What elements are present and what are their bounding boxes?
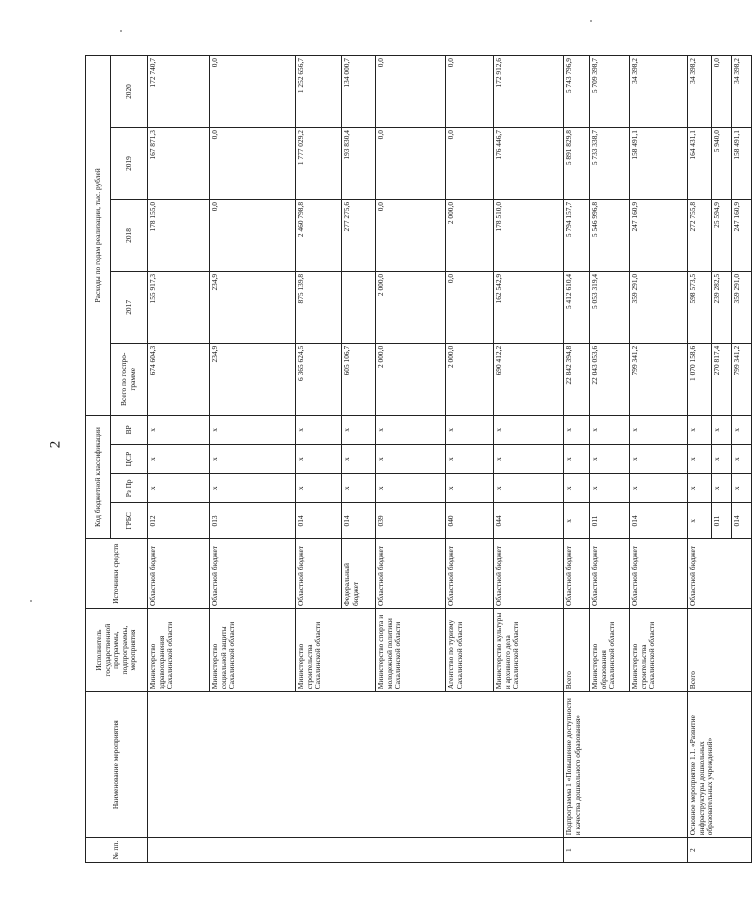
cell-2018: 0,0 bbox=[376, 199, 446, 271]
header-executor: Исполнитель государственной программы, подпрограммы, мероприятия bbox=[86, 609, 148, 692]
header-vr: ВР bbox=[111, 415, 148, 444]
cell-2019: 0,0 bbox=[376, 128, 446, 200]
cell-source: Областной бюджет bbox=[376, 539, 446, 609]
cell-2017: 359 291,0 bbox=[630, 271, 688, 343]
table-row bbox=[564, 56, 590, 863]
cell-grbs: х bbox=[564, 503, 590, 539]
cell-total: 22 842 394,8 bbox=[564, 343, 590, 415]
cell-rzpr: х bbox=[630, 474, 688, 503]
scan-speck bbox=[120, 30, 122, 32]
header-csr: ЦСР bbox=[111, 445, 148, 474]
cell-2017: 359 291,0 bbox=[732, 271, 752, 343]
table-row bbox=[688, 56, 712, 863]
cell-2020: 34 398,2 bbox=[630, 56, 688, 128]
cell-num: 2 bbox=[688, 838, 752, 863]
cell-2019: 167 871,3 bbox=[148, 128, 210, 200]
cell-2020: 172 912,6 bbox=[494, 56, 564, 128]
cell-vr: х bbox=[376, 415, 446, 444]
header-expenses: Расходы по годам реализации, тыс. рублей bbox=[86, 56, 111, 416]
cell-name bbox=[148, 692, 564, 838]
cell-csr: х bbox=[446, 445, 494, 474]
cell-csr: х bbox=[630, 445, 688, 474]
rotated-page-area bbox=[85, 55, 741, 863]
cell-vr: х bbox=[296, 415, 342, 444]
cell-2017: 162 542,9 bbox=[494, 271, 564, 343]
cell-2017: 5 053 319,4 bbox=[590, 271, 630, 343]
cell-grbs: 040 bbox=[446, 503, 494, 539]
cell-2020: 134 000,7 bbox=[342, 56, 376, 128]
header-rzpr: Рз Пр bbox=[111, 474, 148, 503]
cell-grbs: 014 bbox=[732, 503, 752, 539]
cell-name: Основное мероприятие 1.1. «Развитие инфраструктуры дошкольных образовательных учреждений» bbox=[688, 692, 752, 838]
cell-csr: х bbox=[564, 445, 590, 474]
cell-2019: 0,0 bbox=[210, 128, 296, 200]
cell-2017: 234,9 bbox=[210, 271, 296, 343]
header-budget-code: Код бюджетной классификации bbox=[86, 415, 111, 539]
cell-2020: 5 709 398,7 bbox=[590, 56, 630, 128]
cell-vr: х bbox=[148, 415, 210, 444]
cell-2019: 5 891 829,8 bbox=[564, 128, 590, 200]
cell-total: 1 070 158,6 bbox=[688, 343, 712, 415]
cell-2018: 178 155,0 bbox=[148, 199, 210, 271]
cell-rzpr: х bbox=[210, 474, 296, 503]
cell-csr: х bbox=[296, 445, 342, 474]
cell-executor: Министерство образования Сахалинской области bbox=[590, 609, 630, 692]
header-2018: 2018 bbox=[111, 199, 148, 271]
cell-2017: 5 412 610,4 bbox=[564, 271, 590, 343]
cell-source: Областной бюджет bbox=[446, 539, 494, 609]
cell-csr: х bbox=[590, 445, 630, 474]
cell-total: 799 341,2 bbox=[732, 343, 752, 415]
cell-2018: 178 510,0 bbox=[494, 199, 564, 271]
cell-2020: 0,0 bbox=[210, 56, 296, 128]
cell-source: Областной бюджет bbox=[148, 539, 210, 609]
cell-source: Областной бюджет bbox=[564, 539, 590, 609]
cell-csr: х bbox=[210, 445, 296, 474]
page-number: 2 bbox=[47, 440, 64, 449]
cell-source: Областной бюджет bbox=[494, 539, 564, 609]
cell-2020: 0,0 bbox=[712, 56, 732, 128]
header-name: Наименование мероприятия bbox=[86, 692, 148, 838]
cell-total: 22 043 053,6 bbox=[590, 343, 630, 415]
cell-2019: 5 733 338,7 bbox=[590, 128, 630, 200]
cell-source: Областной бюджет bbox=[688, 539, 752, 609]
cell-total: 2 000,0 bbox=[376, 343, 446, 415]
header-num: № пп. bbox=[86, 838, 148, 863]
cell-num: 1 bbox=[564, 838, 688, 863]
cell-2019: 193 830,4 bbox=[342, 128, 376, 200]
cell-vr: х bbox=[688, 415, 712, 444]
cell-total: 270 817,4 bbox=[712, 343, 732, 415]
cell-source: Федеральный бюджет bbox=[342, 539, 376, 609]
cell-2018: 25 594,9 bbox=[712, 199, 732, 271]
cell-vr: х bbox=[590, 415, 630, 444]
cell-rzpr: х bbox=[712, 474, 732, 503]
cell-rzpr: х bbox=[564, 474, 590, 503]
cell-total: 2 000,0 bbox=[446, 343, 494, 415]
cell-grbs: 039 bbox=[376, 503, 446, 539]
cell-rzpr: х bbox=[148, 474, 210, 503]
scan-speck bbox=[590, 20, 592, 22]
cell-executor: Агентство по туризму Сахалинской области bbox=[446, 609, 494, 692]
cell-source: Областной бюджет bbox=[630, 539, 688, 609]
cell-rzpr: х bbox=[296, 474, 342, 503]
cell-executor: Министерство культуры и архивного дела Сахалинской области bbox=[494, 609, 564, 692]
cell-2019: 5 940,0 bbox=[712, 128, 732, 200]
cell-2018: 247 160,9 bbox=[732, 199, 752, 271]
cell-2019: 158 491,1 bbox=[630, 128, 688, 200]
cell-executor: Министерство спорта и молодежной политики Сахалинской области bbox=[376, 609, 446, 692]
cell-vr: х bbox=[630, 415, 688, 444]
cell-total: 690 412,2 bbox=[494, 343, 564, 415]
cell-csr: х bbox=[148, 445, 210, 474]
cell-2020: 172 740,7 bbox=[148, 56, 210, 128]
cell-2020: 0,0 bbox=[446, 56, 494, 128]
scan-speck bbox=[30, 600, 32, 602]
cell-2017 bbox=[342, 271, 376, 343]
cell-2017: 2 000,0 bbox=[376, 271, 446, 343]
cell-vr: х bbox=[342, 415, 376, 444]
cell-2020: 1 252 656,7 bbox=[296, 56, 342, 128]
header-grbs: ГРБС bbox=[111, 503, 148, 539]
cell-executor: Министерство строительства Сахалинской области bbox=[296, 609, 376, 692]
cell-2017: 598 573,5 bbox=[688, 271, 712, 343]
cell-executor: Министерство социальной защиты Сахалинской области bbox=[210, 609, 296, 692]
table-row bbox=[148, 56, 210, 863]
cell-vr: х bbox=[712, 415, 732, 444]
header-2020: 2020 bbox=[111, 56, 148, 128]
cell-2017: 0,0 bbox=[446, 271, 494, 343]
cell-grbs: 014 bbox=[630, 503, 688, 539]
cell-csr: х bbox=[494, 445, 564, 474]
cell-total: 234,9 bbox=[210, 343, 296, 415]
cell-2018: 277 275,6 bbox=[342, 199, 376, 271]
cell-rzpr: х bbox=[342, 474, 376, 503]
cell-rzpr: х bbox=[376, 474, 446, 503]
header-source: Источники средств bbox=[86, 539, 148, 609]
header-2019: 2019 bbox=[111, 128, 148, 200]
cell-2019: 1 777 029,2 bbox=[296, 128, 342, 200]
cell-2020: 34 398,2 bbox=[688, 56, 712, 128]
cell-2020: 0,0 bbox=[376, 56, 446, 128]
header-2017: 2017 bbox=[111, 271, 148, 343]
cell-total: 6 365 624,5 bbox=[296, 343, 342, 415]
cell-source: Областной бюджет bbox=[590, 539, 630, 609]
cell-name: Подпрограмма 1 «Повышение доступности и качества дошкольного образования» bbox=[564, 692, 688, 838]
cell-vr: х bbox=[446, 415, 494, 444]
cell-2018: 2 460 798,8 bbox=[296, 199, 342, 271]
cell-grbs: 011 bbox=[590, 503, 630, 539]
cell-rzpr: х bbox=[494, 474, 564, 503]
cell-csr: х bbox=[688, 445, 712, 474]
cell-grbs: 013 bbox=[210, 503, 296, 539]
rotated-table-container bbox=[85, 55, 741, 863]
cell-2018: 0,0 bbox=[210, 199, 296, 271]
cell-2018: 5 794 157,7 bbox=[564, 199, 590, 271]
cell-vr: х bbox=[210, 415, 296, 444]
cell-grbs: 014 bbox=[296, 503, 342, 539]
cell-2018: 272 755,8 bbox=[688, 199, 712, 271]
cell-2020: 5 743 796,9 bbox=[564, 56, 590, 128]
header-total: Всего по госпро-грамме bbox=[111, 343, 148, 415]
cell-grbs: 044 bbox=[494, 503, 564, 539]
cell-csr: х bbox=[712, 445, 732, 474]
cell-rzpr: х bbox=[446, 474, 494, 503]
cell-2017: 239 282,5 bbox=[712, 271, 732, 343]
cell-total: 605 106,7 bbox=[342, 343, 376, 415]
cell-executor: Министерство здравоохранения Сахалинской области bbox=[148, 609, 210, 692]
table-header-row bbox=[86, 56, 111, 863]
cell-grbs: 011 bbox=[712, 503, 732, 539]
cell-executor: Министерство строительства Сахалинской области bbox=[630, 609, 688, 692]
cell-2019: 176 446,7 bbox=[494, 128, 564, 200]
cell-vr: х bbox=[564, 415, 590, 444]
cell-rzpr: х bbox=[688, 474, 712, 503]
cell-csr: х bbox=[376, 445, 446, 474]
cell-2018: 5 546 996,8 bbox=[590, 199, 630, 271]
cell-rzpr: х bbox=[590, 474, 630, 503]
cell-rzpr: х bbox=[732, 474, 752, 503]
cell-source: Областной бюджет bbox=[210, 539, 296, 609]
cell-csr: х bbox=[342, 445, 376, 474]
cell-2017: 155 917,3 bbox=[148, 271, 210, 343]
cell-executor: Всего bbox=[688, 609, 752, 692]
cell-2020: 34 398,2 bbox=[732, 56, 752, 128]
cell-executor: Всего bbox=[564, 609, 590, 692]
cell-2019: 158 491,1 bbox=[732, 128, 752, 200]
cell-2018: 2 000,0 bbox=[446, 199, 494, 271]
cell-grbs: 014 bbox=[342, 503, 376, 539]
cell-source: Областной бюджет bbox=[296, 539, 342, 609]
cell-total: 799 341,2 bbox=[630, 343, 688, 415]
cell-vr: х bbox=[494, 415, 564, 444]
cell-vr: х bbox=[732, 415, 752, 444]
cell-csr: х bbox=[732, 445, 752, 474]
cell-num bbox=[148, 838, 564, 863]
cell-2017: 875 139,8 bbox=[296, 271, 342, 343]
cell-total: 674 604,3 bbox=[148, 343, 210, 415]
cell-grbs: 012 bbox=[148, 503, 210, 539]
cell-grbs: х bbox=[688, 503, 712, 539]
cell-2018: 247 160,9 bbox=[630, 199, 688, 271]
budget-table bbox=[85, 55, 752, 863]
cell-2019: 164 431,1 bbox=[688, 128, 712, 200]
cell-2019: 0,0 bbox=[446, 128, 494, 200]
